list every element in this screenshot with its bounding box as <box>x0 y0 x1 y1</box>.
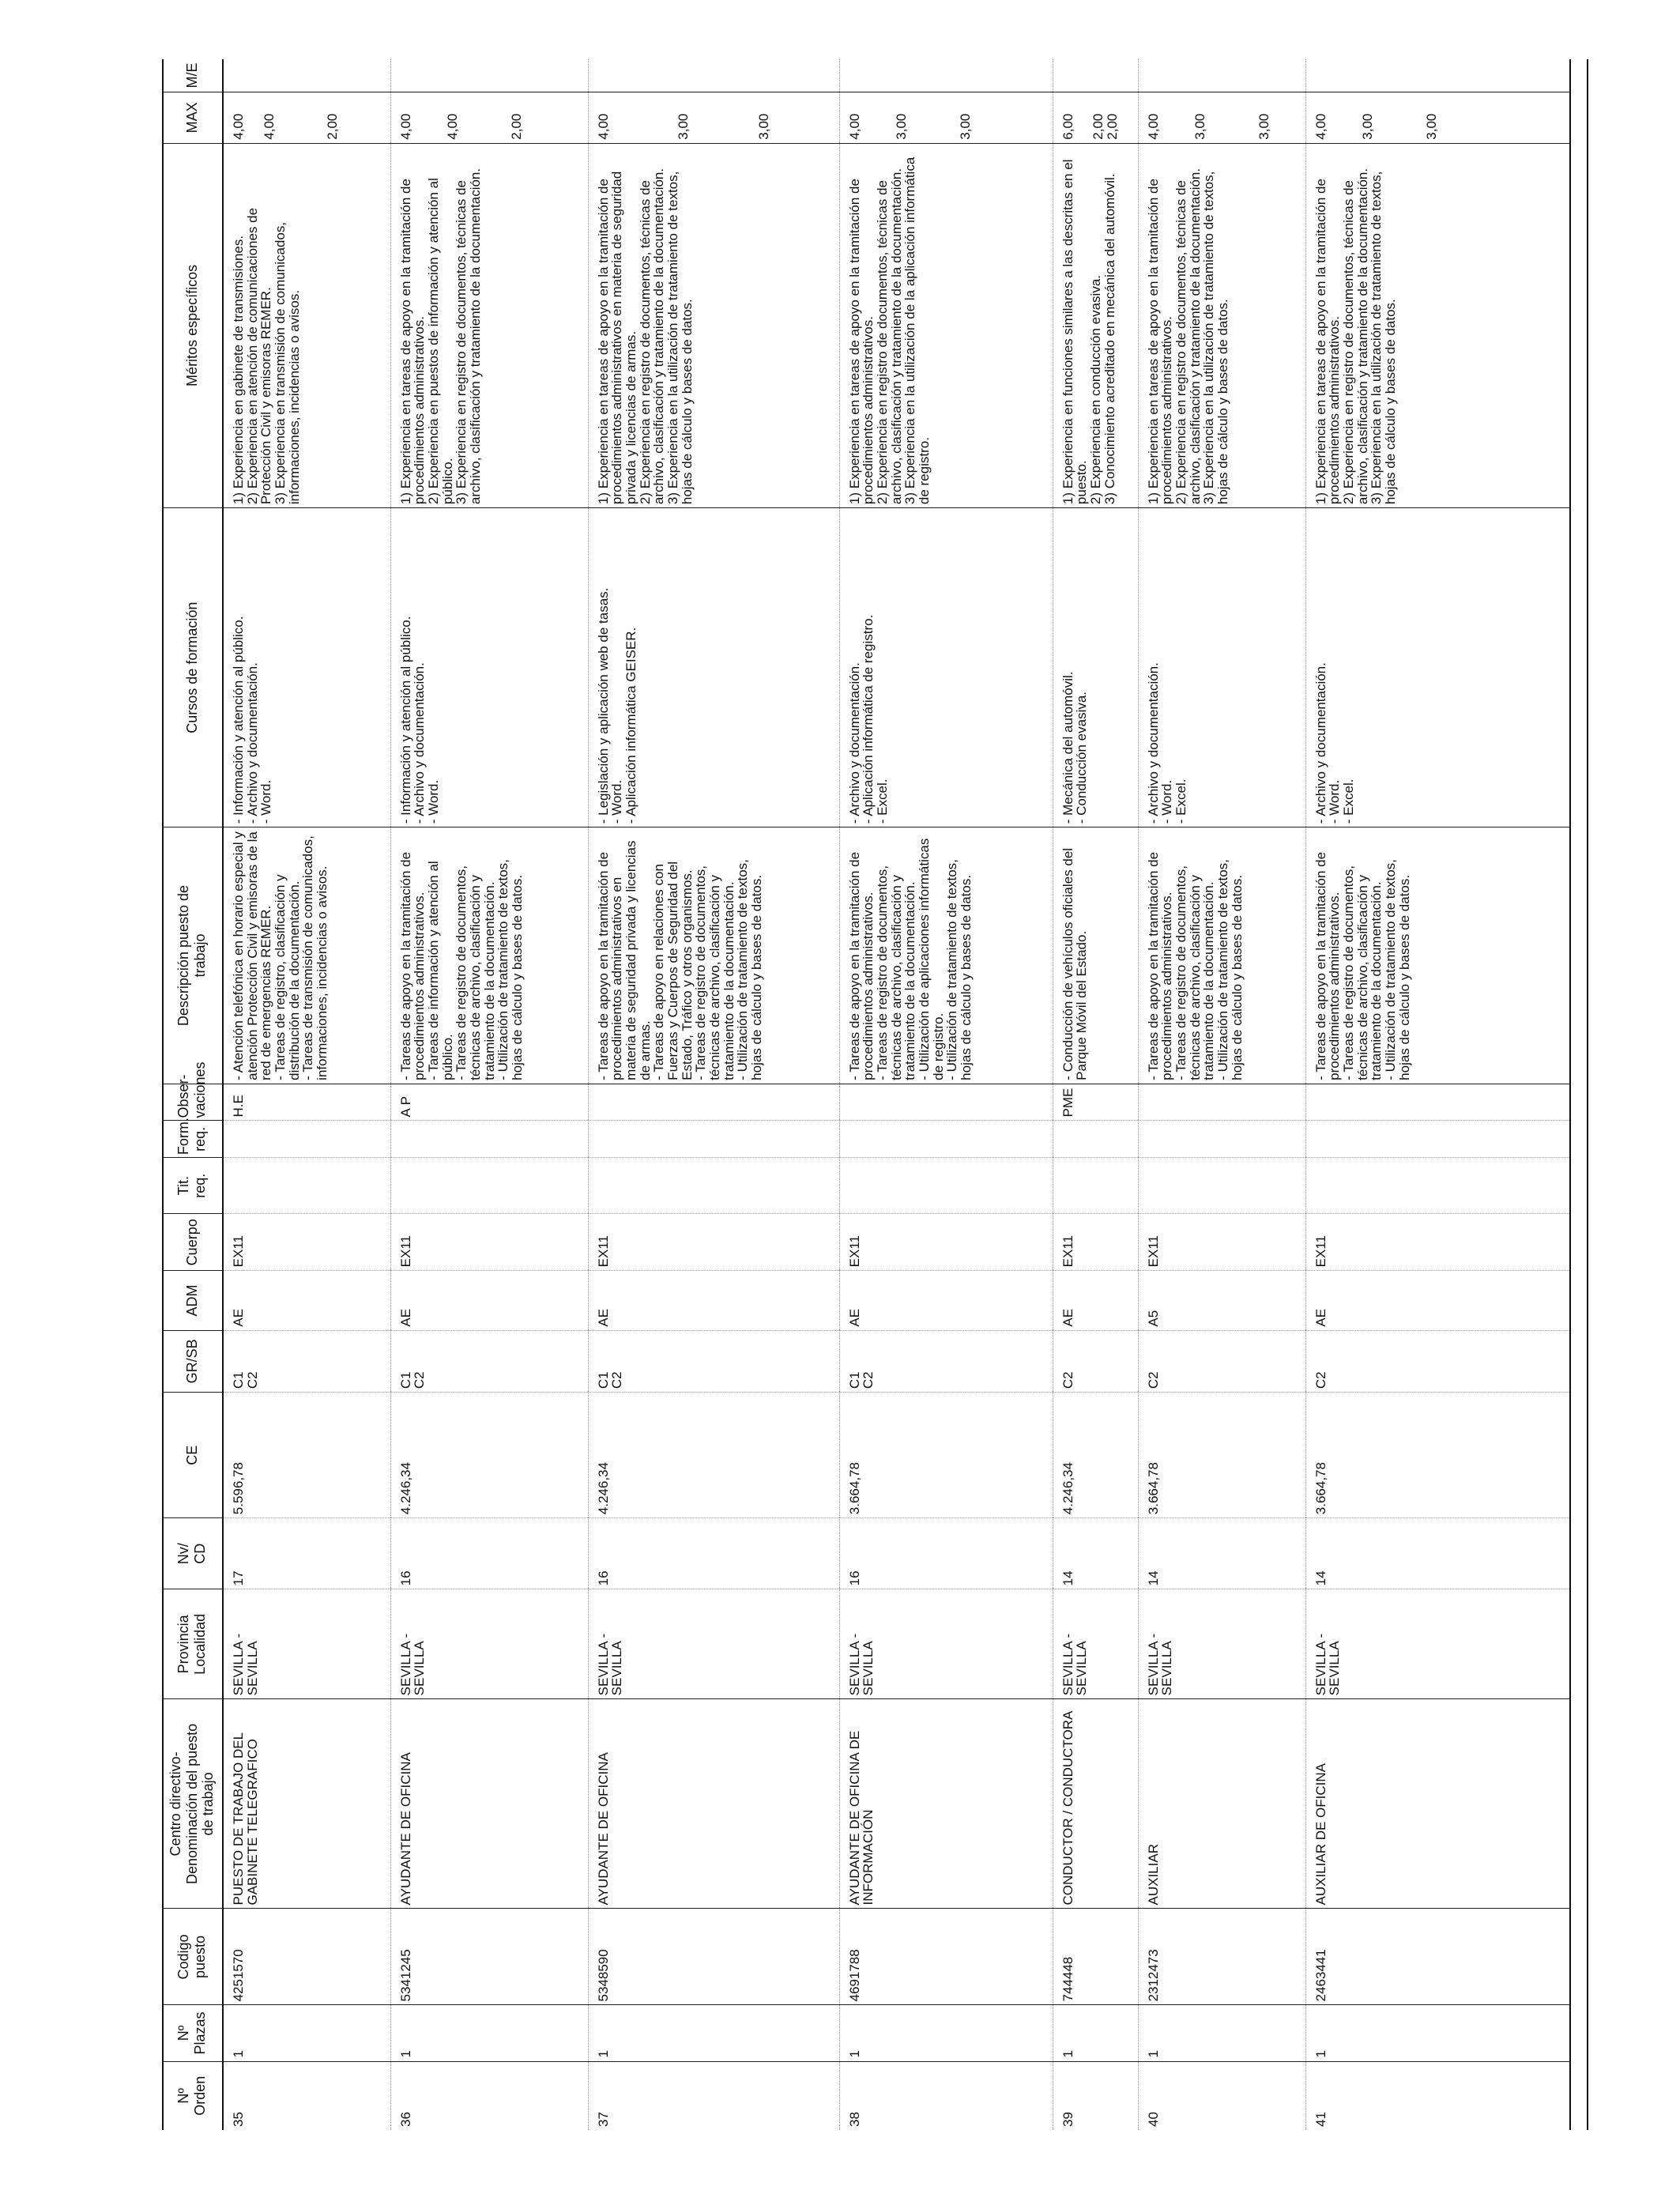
cell-adm: AE <box>839 1271 1053 1330</box>
table-row <box>1138 59 1305 2130</box>
cell-form <box>1305 1121 1570 1158</box>
cell-grupo: C1 C2 <box>390 1330 588 1392</box>
cell-ce: 3.664,78 <box>1305 1393 1570 1518</box>
cell-grupo: C2 <box>1053 1330 1138 1392</box>
cell-max <box>1305 92 1570 144</box>
cell-max <box>1053 92 1138 144</box>
cell-cursos: - Información y atención al público. - Archivo y documentación. - Word. <box>390 508 588 827</box>
header-me: M/E <box>162 59 223 92</box>
cell-max <box>390 92 588 144</box>
cell-grupo: C1 C2 <box>223 1330 390 1392</box>
cell-adm: A5 <box>1138 1271 1305 1330</box>
cell-meritos: 1) Experiencia en tareas de apoyo en la tramitación de procedimientos administrativos. 2) Experiencia en puestos de información y atención al público. 3) Experiencia en registro de documentos, técnicas de archivo, clasificación y tratamiento de la documentación. <box>390 143 588 507</box>
cell-denominacion: AYUDANTE DE OFICINA DE INFORMACIÓN <box>839 1699 1053 1909</box>
cell-form <box>588 1121 839 1158</box>
header-provincia: Provincia Localidad <box>162 1589 223 1699</box>
cell-obs <box>1305 1084 1570 1121</box>
cell-ce: 5.596,78 <box>223 1393 390 1518</box>
cell-cursos: - Archivo y documentación. - Word. - Excel. <box>1305 508 1570 827</box>
cell-obs: A P <box>390 1084 588 1121</box>
cell-descripcion: - Tareas de apoyo en la tramitación de procedimientos administrativos en materia de seguridad privada y licencias de armas. - Tareas de apoyo en relaciones con Fuerzas y Cuerpos de Seguridad del Estado, Tráfico y otros organismos. - Tareas de registro de documentos, técnicas de archivo, clasificación y tratamiento de la documentación. - Utilización de tratamiento de textos, hojas de cálculo y bases de datos. <box>588 827 839 1084</box>
cell-cuerpo: EX11 <box>390 1214 588 1271</box>
table-row <box>588 59 839 2130</box>
cell-cuerpo: EX11 <box>223 1214 390 1271</box>
cell-cursos: - Archivo y documentación. - Word. - Excel. <box>1138 508 1305 827</box>
table-row <box>223 59 390 2130</box>
cell-meritos: 1) Experiencia en funciones similares a las descritas en el puesto. 2) Experiencia en conducción evasiva. 3) Conocimiento acreditado en mecánica del automóvil. <box>1053 143 1138 507</box>
max-score: 3,00 <box>957 113 973 140</box>
cell-grupo: C1 C2 <box>588 1330 839 1392</box>
cell-cuerpo: EX11 <box>1138 1214 1305 1271</box>
cell-orden: 38 <box>839 2061 1053 2130</box>
cell-adm: AE <box>1053 1271 1138 1330</box>
table-body <box>223 59 1570 2130</box>
cell-orden: 36 <box>390 2061 588 2130</box>
cell-me <box>839 59 1053 92</box>
cell-codigo: 4691788 <box>839 1909 1053 2005</box>
cell-cuerpo: EX11 <box>839 1214 1053 1271</box>
cell-max <box>223 92 390 144</box>
cell-orden: 39 <box>1053 2061 1138 2130</box>
cell-orden: 41 <box>1305 2061 1570 2130</box>
header-codigo: Codigo puesto <box>162 1909 223 2005</box>
cell-codigo: 744448 <box>1053 1909 1138 2005</box>
cell-provincia: SEVILLA - SEVILLA <box>390 1589 588 1699</box>
cell-descripcion: - Atención telefónica en horario especial y atención Protección Civil y emisoras de la red de emergencias REMER. - Tareas de registro, clasificación y distribución de la documentación. - Tareas de transmisión de comunicados, informaciones, incidencias o avisos. <box>223 827 390 1084</box>
cell-max <box>1138 92 1305 144</box>
cell-me <box>1053 59 1138 92</box>
table-row <box>1053 59 1138 2130</box>
cell-me <box>588 59 839 92</box>
cell-tit <box>1053 1158 1138 1214</box>
max-score: 2,00 <box>508 113 524 140</box>
cell-cuerpo: EX11 <box>1305 1214 1570 1271</box>
max-score: 2,00 <box>1090 113 1106 140</box>
cell-provincia: SEVILLA - SEVILLA <box>588 1589 839 1699</box>
header-meritos: Méritos específicos <box>162 143 223 507</box>
header-tit: Tit. req. <box>162 1158 223 1214</box>
cell-orden: 35 <box>223 2061 390 2130</box>
cell-meritos: 1) Experiencia en tareas de apoyo en la tramitación de procedimientos administrativos. 2) Experiencia en registro de documentos, técnicas de archivo, clasificación y tratamiento de la documentación. 3) Experiencia en la utilización de tratamiento de textos, hojas de cálculo y bases de datos. <box>1138 143 1305 507</box>
header-orden: Nº Orden <box>162 2061 223 2130</box>
cell-grupo: C1 C2 <box>839 1330 1053 1392</box>
max-score: 3,00 <box>894 113 910 140</box>
cell-cursos: - Legislación y aplicación web de tasas. - Word. - Aplicación informática GEISER. <box>588 508 839 827</box>
cell-nivel: 16 <box>588 1518 839 1589</box>
cell-cursos: - Mecánica del automóvil. - Conducción evasiva. <box>1053 508 1138 827</box>
header-plazas: Nº Plazas <box>162 2005 223 2061</box>
table-row <box>390 59 588 2130</box>
cell-tit <box>1305 1158 1570 1214</box>
max-score: 3,00 <box>1192 113 1208 140</box>
cell-provincia: SEVILLA - SEVILLA <box>1305 1589 1570 1699</box>
cell-grupo: C2 <box>1305 1330 1570 1392</box>
cell-nivel: 17 <box>223 1518 390 1589</box>
cell-codigo: 2312473 <box>1138 1909 1305 2005</box>
cell-meritos: 1) Experiencia en gabinete de transmisiones. 2) Experiencia en atención de comunicaciones de Protección Civil y emisoras REMER. 3) Experiencia en transmisión de comunicados, informaciones, incidencias o avisos. <box>223 143 390 507</box>
cell-plazas: 1 <box>1305 2005 1570 2061</box>
max-score: 4,00 <box>1145 113 1161 140</box>
cell-me <box>1138 59 1305 92</box>
header-ce: CE <box>162 1393 223 1518</box>
header-row <box>162 59 223 2130</box>
cell-grupo: C2 <box>1138 1330 1305 1392</box>
max-score: 4,00 <box>261 113 277 140</box>
cell-nivel: 16 <box>390 1518 588 1589</box>
cell-adm: AE <box>390 1271 588 1330</box>
cell-obs: H.E <box>223 1084 390 1121</box>
cell-adm: AE <box>1305 1271 1570 1330</box>
header-cuerpo: Cuerpo <box>162 1214 223 1271</box>
cell-plazas: 1 <box>390 2005 588 2061</box>
cell-obs: PME <box>1053 1084 1138 1121</box>
cell-cuerpo: EX11 <box>1053 1214 1138 1271</box>
max-score: 3,00 <box>755 113 771 140</box>
cell-form <box>1053 1121 1138 1158</box>
cell-descripcion: - Conducción de vehículos oficiales del Parque Móvil del Estado. <box>1053 827 1138 1084</box>
header-cursos: Cursos de formación <box>162 508 223 827</box>
cell-codigo: 5348590 <box>588 1909 839 2005</box>
cell-denominacion: CONDUCTOR / CONDUCTORA <box>1053 1699 1138 1909</box>
max-score: 4,00 <box>445 113 461 140</box>
cell-denominacion: AUXILIAR DE OFICINA <box>1305 1699 1570 1909</box>
cell-tit <box>1138 1158 1305 1214</box>
cell-tit <box>390 1158 588 1214</box>
cell-ce: 4.246,34 <box>390 1393 588 1518</box>
cell-ce: 4.246,34 <box>588 1393 839 1518</box>
cell-orden: 40 <box>1138 2061 1305 2130</box>
cell-obs <box>839 1084 1053 1121</box>
job-vacancies-table <box>162 59 1571 2130</box>
cell-ce: 4.246,34 <box>1053 1393 1138 1518</box>
cell-provincia: SEVILLA - SEVILLA <box>839 1589 1053 1699</box>
cell-cursos: - Archivo y documentación. - Aplicación informática de registro. - Excel. <box>839 508 1053 827</box>
cell-denominacion: AUXILIAR <box>1138 1699 1305 1909</box>
cell-cursos: - Información y atención al público. - Archivo y documentación. - Word. <box>223 508 390 827</box>
cell-me <box>390 59 588 92</box>
cell-plazas: 1 <box>839 2005 1053 2061</box>
cell-denominacion: AYUDANTE DE OFICINA <box>390 1699 588 1909</box>
cell-ce: 3.664,78 <box>1138 1393 1305 1518</box>
cell-adm: AE <box>223 1271 390 1330</box>
cell-adm: AE <box>588 1271 839 1330</box>
header-max: MAX <box>162 92 223 144</box>
rotated-table-sheet <box>162 59 1588 2130</box>
header-centro: Centro directivo- Denominación del puesto de trabajo <box>162 1699 223 1909</box>
cell-denominacion: PUESTO DE TRABAJO DEL GABINETE TELEGRAFICO <box>223 1699 390 1909</box>
header-nivel: Nv/ CD <box>162 1518 223 1589</box>
cell-descripcion: - Tareas de apoyo en la tramitación de procedimientos administrativos. - Tareas de registro de documentos, técnicas de archivo, clasificación y tratamiento de la documentación. - Utilización de aplicaciones informáticas de registro. - Utilización de tratamiento de textos, hojas de cálculo y bases de datos. <box>839 827 1053 1084</box>
cell-tit <box>839 1158 1053 1214</box>
max-score: 6,00 <box>1060 113 1075 140</box>
cell-descripcion: - Tareas de apoyo en la tramitación de procedimientos administrativos. - Tareas de registro de documentos, técnicas de archivo, clasificación y tratamiento de la documentación. - Utilización de tratamiento de textos, hojas de cálculo y bases de datos. <box>1305 827 1570 1084</box>
max-score: 4,00 <box>846 113 862 140</box>
cell-orden: 37 <box>588 2061 839 2130</box>
cell-cuerpo: EX11 <box>588 1214 839 1271</box>
cell-plazas: 1 <box>1138 2005 1305 2061</box>
cell-plazas: 1 <box>588 2005 839 2061</box>
max-score: 2,00 <box>325 113 341 140</box>
max-score: 3,00 <box>1256 113 1271 140</box>
cell-max <box>839 92 1053 144</box>
cell-denominacion: AYUDANTE DE OFICINA <box>588 1699 839 1909</box>
cell-form <box>223 1121 390 1158</box>
cell-provincia: SEVILLA - SEVILLA <box>1138 1589 1305 1699</box>
max-score: 2,00 <box>1104 113 1120 140</box>
cell-provincia: SEVILLA - SEVILLA <box>1053 1589 1138 1699</box>
cell-meritos: 1) Experiencia en tareas de apoyo en la tramitación de procedimientos administrativos en materia de seguridad privada y licencias de armas. 2) Experiencia en registro de documentos, técnicas de archivo, clasificación y tratamiento de la documentación. 3) Experiencia en la utilización de tratamiento de textos, hojas de cálculo y bases de datos. <box>588 143 839 507</box>
header-form: Form. req. <box>162 1121 223 1158</box>
cell-ce: 3.664,78 <box>839 1393 1053 1518</box>
max-score: 4,00 <box>397 113 413 140</box>
max-score: 3,00 <box>676 113 691 140</box>
cell-codigo: 5341245 <box>390 1909 588 2005</box>
cell-nivel: 14 <box>1053 1518 1138 1589</box>
cell-form <box>1138 1121 1305 1158</box>
cell-plazas: 1 <box>223 2005 390 2061</box>
max-score: 4,00 <box>231 113 246 140</box>
table-row <box>1305 59 1570 2130</box>
header-adm: ADM <box>162 1271 223 1330</box>
cell-form <box>390 1121 588 1158</box>
cell-nivel: 16 <box>839 1518 1053 1589</box>
cell-form <box>839 1121 1053 1158</box>
header-grupo: GR/SB <box>162 1330 223 1392</box>
max-score: 4,00 <box>1313 113 1328 140</box>
cell-descripcion: - Tareas de apoyo en la tramitación de procedimientos administrativos. - Tareas de registro de documentos, técnicas de archivo, clasificación y tratamiento de la documentación. - Utilización de tratamiento de textos, hojas de cálculo y bases de datos. <box>1138 827 1305 1084</box>
cell-obs <box>588 1084 839 1121</box>
cell-codigo: 2463441 <box>1305 1909 1570 2005</box>
cell-tit <box>588 1158 839 1214</box>
max-score: 3,00 <box>1423 113 1439 140</box>
cell-me <box>1305 59 1570 92</box>
cell-meritos: 1) Experiencia en tareas de apoyo en la tramitación de procedimientos administrativos. 2) Experiencia en registro de documentos, técnicas de archivo, clasificación y tratamiento de la documentación. 3) Experiencia en la utilización de la aplicación informática de registro. <box>839 143 1053 507</box>
cell-nivel: 14 <box>1138 1518 1305 1589</box>
cell-descripcion: - Tareas de apoyo en la tramitación de procedimientos administrativos. - Tareas de información y atención al público. - Tareas de registro de documentos, técnicas de archivo, clasificación y tratamiento de la documentación. - Utilización de tratamiento de textos, hojas de cálculo y bases de datos. <box>390 827 588 1084</box>
cell-meritos: 1) Experiencia en tareas de apoyo en la tramitación de procedimientos administrativos. 2) Experiencia en registro de documentos, técnicas de archivo, clasificación y tratamiento de la documentación. 3) Experiencia en la utilización de tratamiento de textos, hojas de cálculo y bases de datos. <box>1305 143 1570 507</box>
cell-plazas: 1 <box>1053 2005 1138 2061</box>
cell-nivel: 14 <box>1305 1518 1570 1589</box>
max-score: 4,00 <box>595 113 611 140</box>
cell-provincia: SEVILLA - SEVILLA <box>223 1589 390 1699</box>
cell-codigo: 4251570 <box>223 1909 390 2005</box>
cell-obs <box>1138 1084 1305 1121</box>
cell-max <box>588 92 839 144</box>
cell-me <box>223 59 390 92</box>
table-row <box>839 59 1053 2130</box>
cell-tit <box>223 1158 390 1214</box>
header-descripcion: Descripción puesto de trabajo <box>162 827 223 1084</box>
header-obs: Obser- vaciones <box>162 1084 223 1121</box>
max-score: 3,00 <box>1360 113 1376 140</box>
